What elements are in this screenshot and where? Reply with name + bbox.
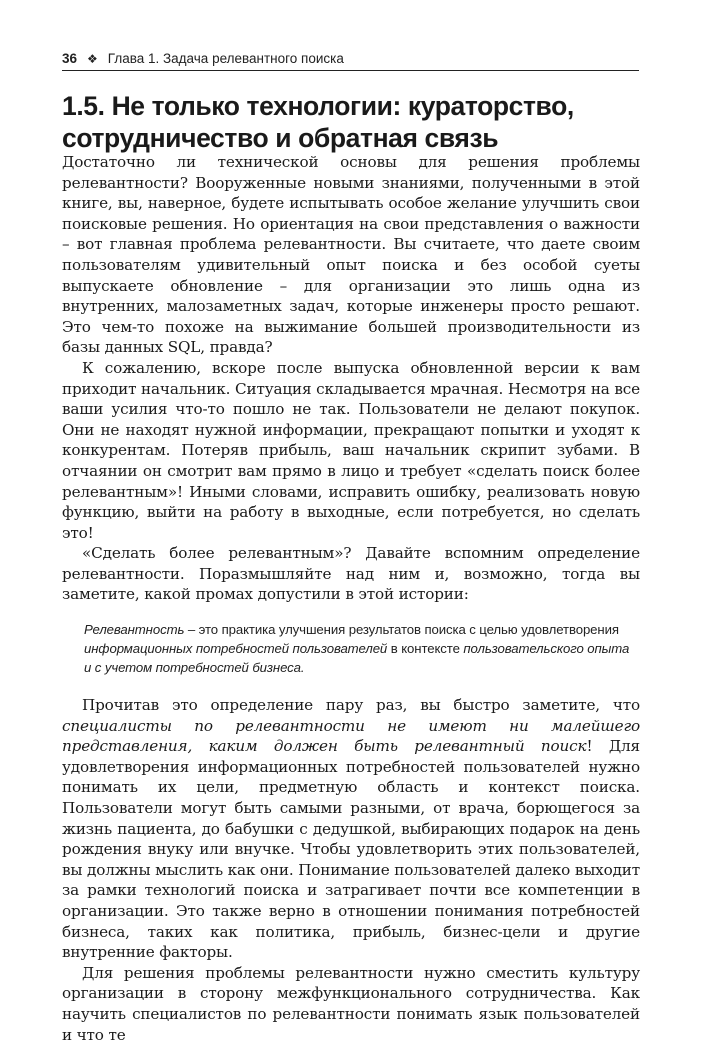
definition-part-2: в контексте (387, 641, 464, 657)
definition-emphasis-2: пользовательского опыта и с учетом потребностей бизнеса. (84, 641, 630, 676)
paragraph-4-rest: ! Для удовлетворения информационных потребностей пользователей нужно понимать их цели, предметную область и контекст поиска. Пользователи могут быть самыми разными, от врача, борющегося за жизнь пациента, до бабушки с дедушкой, выбирающих подарок на день рождения внуку или внучке. Чтобы удовлетворить этих пользователей, вы должны мыслить как они. Понимание пользователей далеко выходит за рамки технологий поиска и затрагивает почти все компетенции в организации. Это также верно в отношении понимания потребностей бизнеса, таких как политика, прибыль, бизнес-цели и другие внутренние факторы. (62, 737, 640, 962)
running-header (62, 50, 639, 71)
chapter-title: Глава 1. Задача релевантного поиска (107, 51, 344, 66)
fleuron-separator-icon: ❖ (87, 52, 98, 66)
body-text (62, 152, 640, 1045)
section-title: 1.5. Не только технологии: кураторство, сотрудничество и обратная связь (62, 91, 574, 153)
definition-part-1: – это практика улучшения результатов поиска с целью удовлетворения (184, 622, 619, 638)
paragraph-4-emphasis: специалисты по релевантности не имеют ни малейшего представления, каким должен быть релевантный поиск (62, 716, 640, 756)
definition-term: Релевантность (84, 622, 185, 638)
paragraph-4-intro: Прочитав это определение пару раз, вы быстро заметите, что (82, 696, 640, 715)
paragraph-5: Для решения проблемы релевантности нужно сместить культуру организации в сторону межфункционального сотрудничества. Как научить специалистов по релевантности понимать язык пользователей и что те (62, 963, 640, 1044)
page-number: 36 (62, 51, 78, 66)
paragraph-2: К сожалению, вскоре после выпуска обновленной версии к вам приходит начальник. Ситуация складывается мрачная. Несмотря на все ваши усилия что-то пошло не так. Пользователи не делают покупок. Они не находят нужной информации, прекращают попытки и уходят к конкурентам. Потеряв прибыль, ваш начальник скрипит зубами. В отчаянии он смотрит вам прямо в лицо и требует «сделать поиск более релевантным»! Иными словами, исправить ошибку, реализовать новую функцию, выйти на работу в выходные, если потребуется, но сделать это! (62, 358, 640, 542)
paragraph-4 (62, 695, 640, 963)
paragraph-1: Достаточно ли технической основы для решения проблемы релевантности? Вооруженные новыми знаниями, полученными в этой книге, вы, наверное, будете испытывать особое желание улучшить свои поисковые решения. Но ориентация на свои представления о важности – вот главная проблема релевантности. Вы считаете, что даете своим пользователям удивительный опыт поиска и без особой суеты выпускаете обновление – для организации это лишь одна из внутренних, малозаметных задач, которые инженеры просто решают. Это чем-то похоже на выжимание большей производительности из базы данных SQL, правда? (62, 153, 640, 357)
definition-emphasis-1: информационных потребностей пользователей (84, 641, 388, 657)
paragraph-3: «Сделать более релевантным»? Давайте вспомним определение релевантности. Поразмышляйте над ним и, возможно, тогда вы заметите, какой промах допустили в этой истории: (62, 544, 640, 604)
relevance-definition (84, 620, 640, 677)
